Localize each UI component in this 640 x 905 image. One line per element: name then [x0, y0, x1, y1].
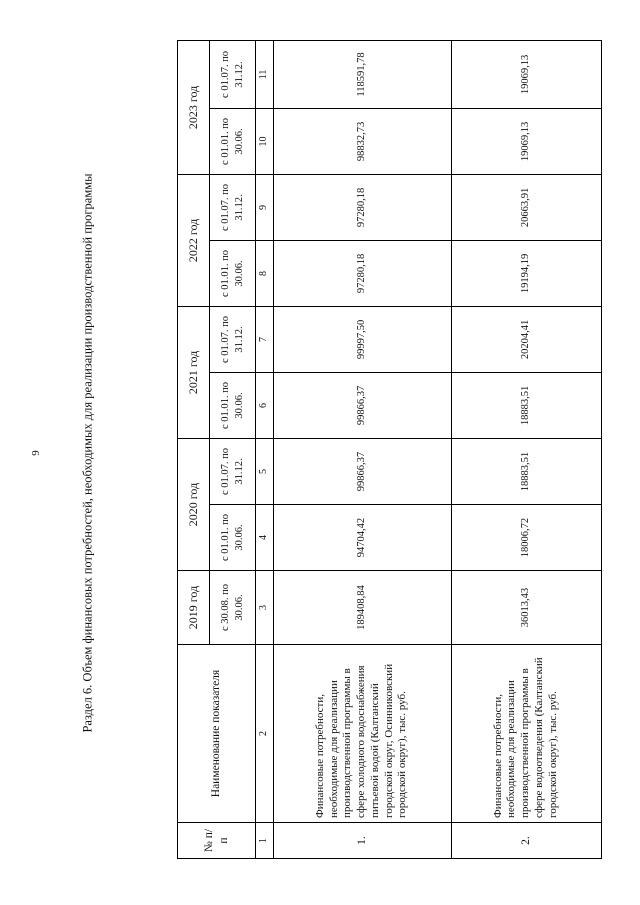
header-year-2022: 2022 год	[178, 174, 210, 306]
column-number: 3	[256, 571, 274, 645]
value-cell: 97280,18	[273, 174, 451, 240]
header-period: с 01.01. по 30.06.	[210, 240, 256, 306]
column-number: 5	[256, 438, 274, 504]
column-number: 1	[256, 823, 274, 859]
row-number: 1.	[273, 823, 451, 859]
header-period: с 01.01. по 30.06.	[210, 505, 256, 571]
value-cell: 99866,37	[273, 438, 451, 504]
page-number: 9	[30, 450, 42, 456]
header-year-2020: 2020 год	[178, 438, 210, 570]
column-number: 2	[256, 645, 274, 823]
header-year-2023: 2023 год	[178, 40, 210, 174]
section-title: Раздел 6. Объем финансовых потребностей, необходимых для реализации производственной программы	[80, 173, 95, 733]
header-years-row	[178, 40, 210, 858]
column-number: 10	[256, 108, 274, 174]
value-cell: 18883,51	[451, 438, 601, 504]
value-cell: 20204,41	[451, 306, 601, 372]
value-cell: 19194,19	[451, 240, 601, 306]
value-cell: 19069,13	[451, 108, 601, 174]
header-period: с 01.07. по 31.12.	[210, 40, 256, 108]
row-name: Финансовые потребности, необходимые для реализации производственной программы в сфере холодного водоснабжения питьевой водой (Калтанский городской округ, Осинниковский городской округ), тыс. руб.	[273, 645, 451, 823]
financial-needs-table-container	[177, 41, 599, 859]
value-cell: 94704,42	[273, 505, 451, 571]
header-period: с 01.07. по 31.12.	[210, 306, 256, 372]
row-name: Финансовые потребности, необходимые для реализации производственной программы в сфере водоотведения (Калтанский городской округ), тыс. руб.	[451, 645, 601, 823]
header-period: с 01.01. по 30.06.	[210, 372, 256, 438]
header-year-2021: 2021 год	[178, 306, 210, 438]
header-period: с 01.07. по 31.12.	[210, 438, 256, 504]
column-number: 11	[256, 40, 274, 108]
financial-needs-table	[177, 40, 602, 859]
header-period: с 01.07. по 31.12.	[210, 174, 256, 240]
value-cell: 36013,43	[451, 571, 601, 645]
table-row	[273, 40, 451, 858]
value-cell: 189408,84	[273, 571, 451, 645]
header-period: с 30.08. по 30.06.	[210, 571, 256, 645]
value-cell: 99866,37	[273, 372, 451, 438]
value-cell: 18006,72	[451, 505, 601, 571]
header-year-2019: 2019 год	[178, 571, 210, 645]
table-row	[451, 40, 601, 858]
column-number: 7	[256, 306, 274, 372]
value-cell: 20663,91	[451, 174, 601, 240]
value-cell: 97280,18	[273, 240, 451, 306]
column-numbers-row	[256, 40, 274, 858]
column-number: 9	[256, 174, 274, 240]
value-cell: 99997,50	[273, 306, 451, 372]
value-cell: 19069,13	[451, 40, 601, 108]
row-number: 2.	[451, 823, 601, 859]
column-number: 8	[256, 240, 274, 306]
header-num: № п/п	[178, 823, 256, 859]
value-cell: 98832,73	[273, 108, 451, 174]
column-number: 6	[256, 372, 274, 438]
header-period: с 01.01. по 30.06.	[210, 108, 256, 174]
value-cell: 118591,78	[273, 40, 451, 108]
value-cell: 18883,51	[451, 372, 601, 438]
header-name: Наименование показателя	[178, 645, 256, 823]
column-number: 4	[256, 505, 274, 571]
